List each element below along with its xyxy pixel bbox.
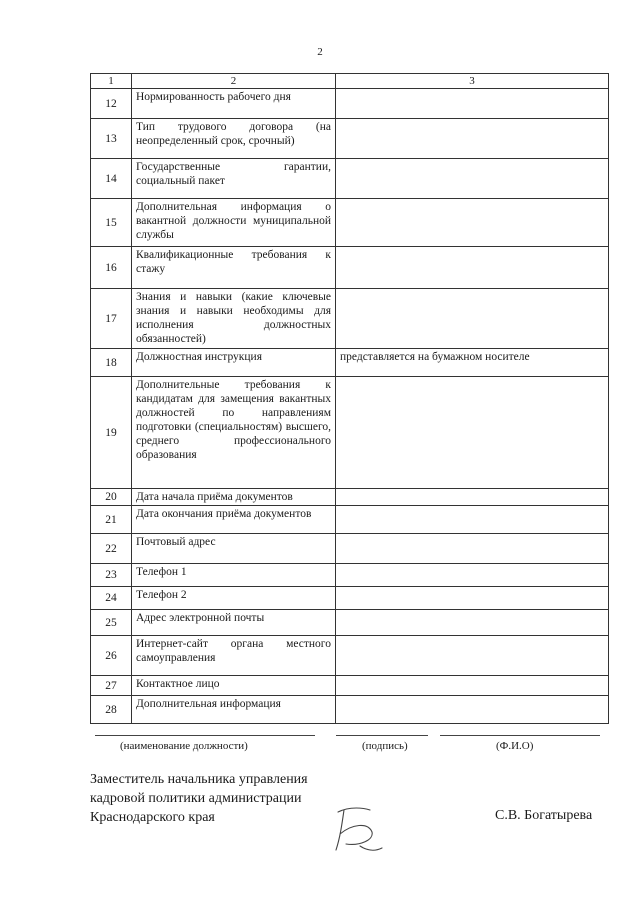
row-value: представляется на бумажном носителе (336, 349, 609, 377)
row-label: Телефон 1 (132, 564, 336, 587)
row-value (336, 676, 609, 696)
name-caption: (Ф.И.О) (496, 740, 534, 752)
row-value (336, 159, 609, 199)
signature-line (336, 735, 428, 736)
name-signature-line (440, 735, 600, 736)
row-value (336, 247, 609, 289)
column-header-1: 1 (91, 74, 132, 89)
vacancy-info-table (90, 73, 609, 724)
row-number: 16 (91, 247, 132, 289)
table-row (91, 289, 609, 349)
row-number: 13 (91, 119, 132, 159)
table-row (91, 534, 609, 564)
table-row (91, 636, 609, 676)
table-row (91, 696, 609, 724)
row-label: Дата начала приёма документов (132, 489, 336, 506)
row-number: 26 (91, 636, 132, 676)
signature-caption: (подпись) (362, 740, 408, 752)
row-number: 18 (91, 349, 132, 377)
row-label: Государственные гарантии, социальный пакет (132, 159, 336, 199)
row-label: Почтовый адрес (132, 534, 336, 564)
table-header-row (91, 74, 609, 89)
signer-title (90, 770, 308, 827)
table-row (91, 489, 609, 506)
row-value (336, 696, 609, 724)
handwritten-signature (330, 800, 390, 860)
table-row (91, 587, 609, 610)
row-label: Дополнительная информация (132, 696, 336, 724)
row-value (336, 564, 609, 587)
column-header-2: 2 (132, 74, 336, 89)
page-number: 2 (317, 46, 323, 58)
row-value (336, 636, 609, 676)
row-label: Контактное лицо (132, 676, 336, 696)
table-row (91, 506, 609, 534)
row-value (336, 506, 609, 534)
row-label: Адрес электронной почты (132, 610, 336, 636)
row-label: Дополнительная информация о вакантной должности муниципальной службы (132, 199, 336, 247)
row-label: Тип трудового договора (на неопределенный срок, срочный) (132, 119, 336, 159)
row-value (336, 199, 609, 247)
row-label: Дата окончания приёма документов (132, 506, 336, 534)
row-number: 19 (91, 377, 132, 489)
table-row (91, 247, 609, 289)
row-label: Нормированность рабочего дня (132, 89, 336, 119)
position-signature-line (95, 735, 315, 736)
table-row (91, 564, 609, 587)
row-number: 23 (91, 564, 132, 587)
row-number: 21 (91, 506, 132, 534)
position-caption: (наименование должности) (120, 740, 248, 752)
row-number: 22 (91, 534, 132, 564)
table-row (91, 199, 609, 247)
row-label: Телефон 2 (132, 587, 336, 610)
row-number: 25 (91, 610, 132, 636)
table-row (91, 676, 609, 696)
table-row (91, 610, 609, 636)
signer-title-line: кадровой политики администрации (90, 791, 302, 806)
row-value (336, 89, 609, 119)
row-number: 14 (91, 159, 132, 199)
column-header-3: 3 (336, 74, 609, 89)
row-number: 15 (91, 199, 132, 247)
table-row (91, 159, 609, 199)
row-number: 12 (91, 89, 132, 119)
signer-title-line: Краснодарского края (90, 810, 215, 825)
row-label: Интернет-сайт органа местного самоуправления (132, 636, 336, 676)
table-row (91, 119, 609, 159)
table-row (91, 89, 609, 119)
row-value (336, 534, 609, 564)
row-number: 28 (91, 696, 132, 724)
row-label: Знания и навыки (какие ключевые знания и навыки необходимы для исполнения должностных обязанностей) (132, 289, 336, 349)
row-number: 17 (91, 289, 132, 349)
row-value (336, 119, 609, 159)
row-number: 20 (91, 489, 132, 506)
row-value (336, 610, 609, 636)
signer-title-line: Заместитель начальника управления (90, 772, 308, 787)
row-value (336, 377, 609, 489)
row-label: Дополнительные требования к кандидатам для замещения вакантных должностей по направлениям подготовки (специальностям) высшего, среднего профессионального образования (132, 377, 336, 489)
row-number: 24 (91, 587, 132, 610)
row-value (336, 489, 609, 506)
row-number: 27 (91, 676, 132, 696)
table-row (91, 349, 609, 377)
row-value (336, 289, 609, 349)
row-label: Квалификационные требования к стажу (132, 247, 336, 289)
row-value (336, 587, 609, 610)
row-label: Должностная инструкция (132, 349, 336, 377)
signer-name: С.В. Богатырева (495, 808, 593, 823)
table-row (91, 377, 609, 489)
